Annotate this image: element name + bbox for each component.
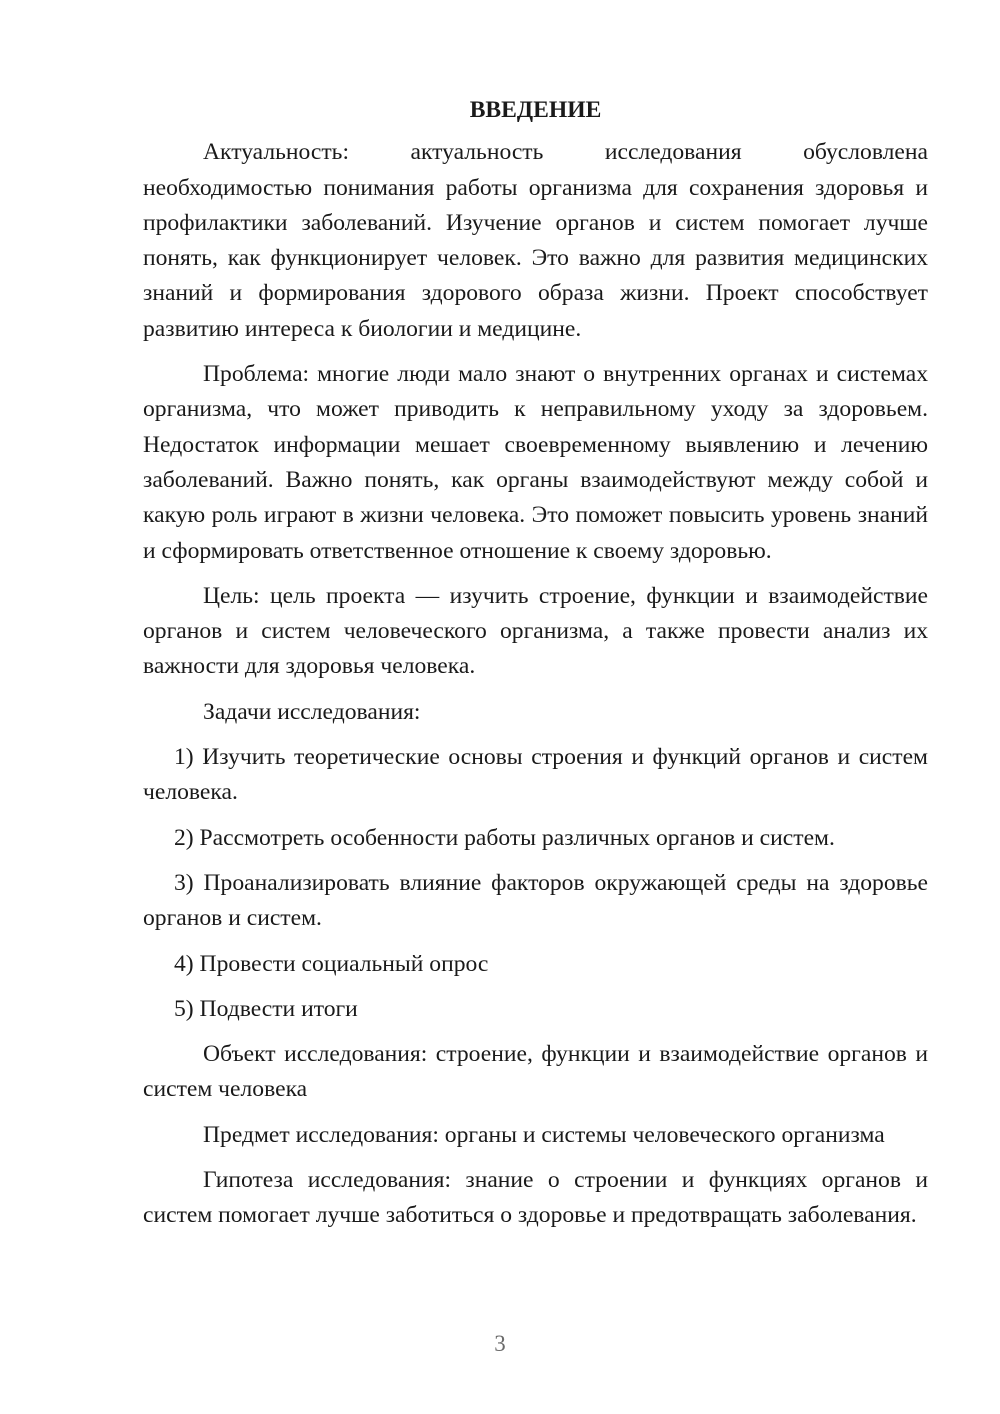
task-item: 2) Рассмотреть особенности работы различных органов и систем. bbox=[174, 824, 835, 851]
task-item: 3) Проанализировать влияние факторов окружающей среды на здоровье органов и систем. bbox=[143, 869, 928, 932]
document-page bbox=[143, 93, 928, 1244]
paragraph-hypothesis: Гипотеза исследования: знание о строении и функциях органов и систем помогает лучше заботиться о здоровье и предотвращать заболевания. bbox=[143, 1167, 928, 1229]
task-item: 4) Провести социальный опрос bbox=[174, 950, 489, 977]
page-number: 3 bbox=[494, 1331, 506, 1356]
paragraph-object: Объект исследования: строение, функции и взаимодействие органов и систем человека bbox=[143, 1041, 928, 1103]
paragraph-goal: Цель: цель проекта — изучить строение, функции и взаимодействие органов и систем человеческого организма, а также провести анализ их важности для здоровья человека. bbox=[143, 582, 928, 680]
document-title: ВВЕДЕНИЕ bbox=[469, 97, 602, 123]
task-item: 5) Подвести итоги bbox=[174, 995, 358, 1022]
task-item: 1) Изучить теоретические основы строения и функций органов и систем человека. bbox=[143, 744, 928, 806]
paragraph-problem: Проблема: многие люди мало знают о внутренних органах и системах организма, что может приводить к неправильному уходу за здоровьем. Недостаток информации мешает своевременному выявлению и лечению заболеваний. Важно понять, как органы взаимодействуют между собой и какую роль играют в жизни человека. Это поможет повысить уровень знаний и сформировать ответственное отношение к своему здоровью. bbox=[143, 361, 928, 564]
tasks-heading: Задачи исследования: bbox=[203, 698, 421, 725]
paragraph-relevance: Актуальность: актуальность исследования обусловлена необходимостью понимания работы организма для сохранения здоровья и профилактики заболеваний. Изучение органов и систем помогает лучше понять, как функционирует человек. Это важно для развития медицинских знаний и формирования здорового образа жизни. Проект способствует развитию интереса к биологии и медицине. bbox=[143, 139, 928, 342]
paragraph-subject: Предмет исследования: органы и системы человеческого организма bbox=[203, 1121, 885, 1148]
